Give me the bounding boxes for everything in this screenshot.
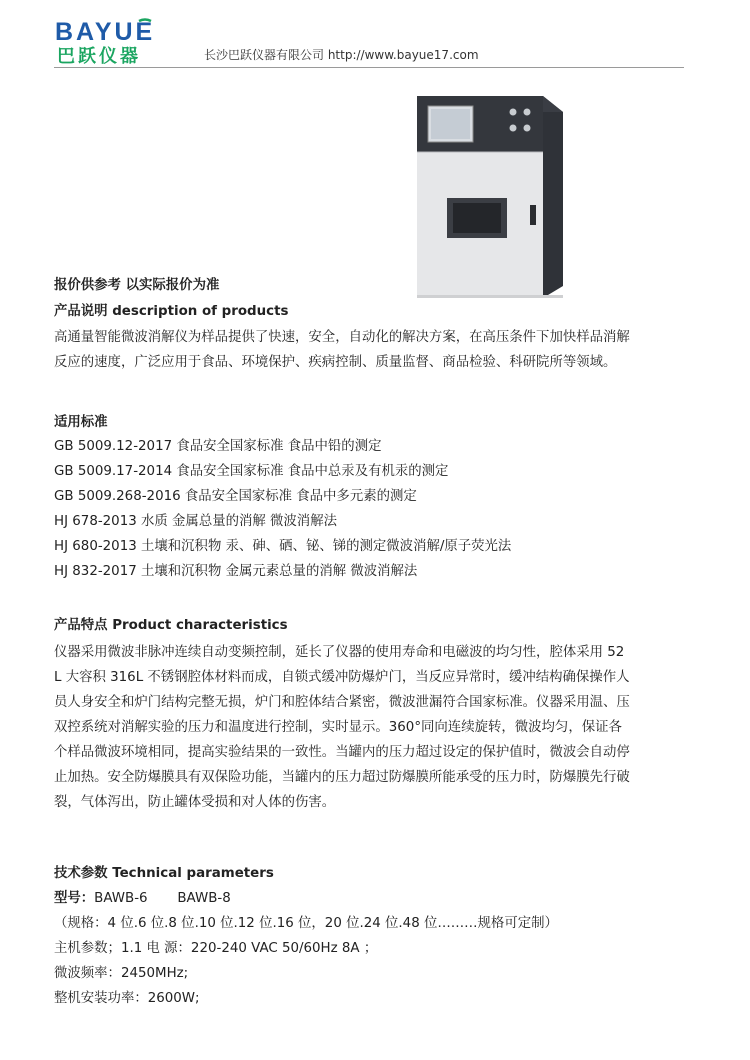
- standard-item: HJ 832-2017 土壤和沉积物 金属元素总量的消解 微波消解法: [54, 564, 418, 579]
- description-heading: 产品说明 description of products: [54, 304, 289, 319]
- svg-text:巴跃仪器: 巴跃仪器: [57, 46, 141, 67]
- install-power: 整机安装功率：2600W;: [54, 991, 200, 1006]
- characteristics-line: L 大容积 316L 不锈钢腔体材料而成，自锁式缓冲防爆炉门，当反应异常时，缓冲结构确保操作人: [54, 670, 630, 685]
- standard-item: GB 5009.17-2014 食品安全国家标准 食品中总汞及有机汞的测定: [54, 464, 449, 479]
- standards-list: [54, 434, 694, 584]
- standard-item: HJ 678-2013 水质 金属总量的消解 微波消解法: [54, 514, 337, 529]
- model-row: [54, 886, 231, 911]
- characteristics-line: 个样品微波环境相同，提高实验结果的一致性。当罐内的压力超过设定的保护值时，微波会自动停: [54, 745, 630, 760]
- bayue-logo: [55, 18, 175, 68]
- standards-heading: 适用标准: [54, 415, 108, 430]
- page-header: [0, 0, 750, 80]
- microwave-frequency: 微波频率：2450MHz;: [54, 966, 189, 981]
- characteristics-line: 止加热。安全防爆膜具有双保险功能，当罐内的压力超过防爆膜所能承受的压力时，防爆膜先行破: [54, 770, 630, 785]
- model-label: 型号：: [54, 891, 95, 906]
- company-name-url: 长沙巴跃仪器有限公司 http://www.bayue17.com: [204, 48, 479, 62]
- characteristics-line: 仪器采用微波非脉冲连续自动变频控制，延长了仪器的使用寿命和电磁波的均匀性，腔体采用 52: [54, 645, 625, 660]
- characteristics-line: 员人身安全和炉门结构完整无损，炉门和腔体结合紧密，微波泄漏符合国家标准。仪器采用温、压: [54, 695, 630, 710]
- description-text: [54, 325, 694, 375]
- characteristics-line: 双控系统对消解实验的压力和温度进行控制，实时显示。360°同向连续旋转，微波均匀，保证各: [54, 720, 622, 735]
- svg-text:BAYUE: BAYUE: [55, 18, 156, 46]
- standard-item: GB 5009.12-2017 食品安全国家标准 食品中铅的测定: [54, 439, 382, 454]
- description-line: 高通量智能微波消解仪为样品提供了快速，安全，自动化的解决方案，在高压条件下加快样品消解: [54, 330, 630, 345]
- model-value: BAWB-6 BAWB-8: [94, 891, 231, 906]
- host-params: 主机参数；1.1 电 源：220-240 VAC 50/60Hz 8A ；: [54, 941, 378, 956]
- header-divider: [54, 67, 684, 68]
- characteristics-heading: 产品特点 Product characteristics: [54, 618, 288, 633]
- description-line: 反应的速度，广泛应用于食品、环境保护、疾病控制、质量监督、商品检验、科研院所等领域。: [54, 355, 617, 370]
- standard-item: HJ 680-2013 土壤和沉积物 汞、砷、硒、铋、锑的测定微波消解/原子荧光法: [54, 539, 512, 554]
- product-image-microwave-digester: [395, 90, 595, 300]
- price-note: 报价供参考 以实际报价为准: [54, 278, 220, 293]
- standard-item: GB 5009.268-2016 食品安全国家标准 食品中多元素的测定: [54, 489, 417, 504]
- characteristics-text: [54, 640, 694, 815]
- characteristics-line: 裂，气体泻出，防止罐体受损和对人体的伤害。: [54, 795, 336, 810]
- technical-heading: 技术参数 Technical parameters: [54, 866, 274, 881]
- spec-note: （规格：4 位.6 位.8 位.10 位.12 位.16 位，20 位.24 位.48 位………规格可定制）: [54, 916, 558, 931]
